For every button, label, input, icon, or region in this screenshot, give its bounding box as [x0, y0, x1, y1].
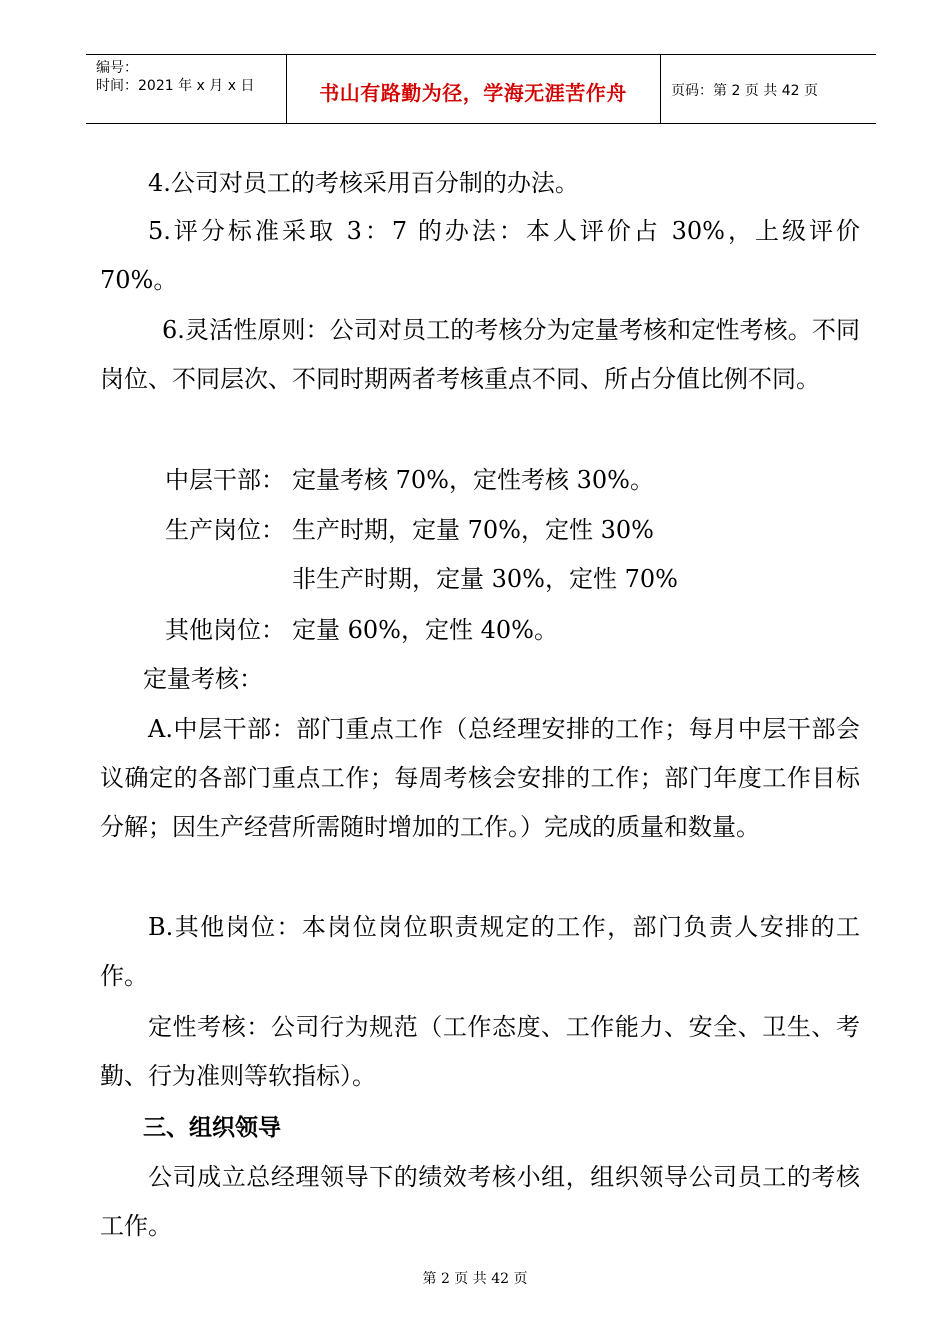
paragraph-b: B.其他岗位：本岗位岗位职责规定的工作，部门负责人安排的工作。 — [100, 913, 860, 990]
page-number-label: 页码：第 2 页 共 42 页 — [671, 83, 818, 99]
other-position-value: 定量 60%，定性 40%。 — [292, 616, 558, 644]
mid-level-label: 中层干部： — [165, 466, 285, 494]
paragraph-6: 6.灵活性原则：公司对员工的考核分为定量考核和定性考核。不同岗位、不同层次、不同时期两者考核重点不同、所占分值比例不同。 — [100, 316, 860, 393]
serial-label: 编号： — [96, 60, 138, 76]
header-page-cell — [661, 55, 876, 123]
page-footer: 第 2 页 共 42 页 — [422, 1271, 528, 1287]
quantitative-title: 定量考核： — [143, 665, 263, 693]
motto-text: 书山有路勤为径，学海无涯苦作舟 — [319, 81, 627, 105]
header-motto-cell — [286, 55, 661, 123]
time-label: 时间：2021 年 x 月 x 日 — [96, 78, 255, 94]
other-position-label: 其他岗位： — [165, 616, 285, 644]
production-value-2: 非生产时期，定量 30%，定性 70% — [292, 565, 678, 593]
paragraph-5: 5.评分标准采取 3：7 的办法：本人评价占 30%，上级评价 70%。 — [100, 217, 860, 294]
production-value-1: 生产时期，定量 70%，定性 30% — [292, 516, 654, 544]
section-3-heading: 三、组织领导 — [143, 1115, 281, 1141]
header-meta-cell — [86, 55, 287, 123]
mid-level-value: 定量考核 70%，定性考核 30%。 — [292, 466, 654, 494]
page-header — [86, 54, 876, 124]
paragraph-organization: 公司成立总经理领导下的绩效考核小组，组织领导公司员工的考核工作。 — [100, 1163, 860, 1240]
paragraph-a: A.中层干部：部门重点工作（总经理安排的工作；每月中层干部会议确定的各部门重点工作；每周考核会安排的工作；部门年度工作目标分解；因生产经营所需随时增加的工作。）完成的质量和数量。 — [100, 715, 860, 841]
paragraph-4: 4.公司对员工的考核采用百分制的办法。 — [148, 169, 579, 197]
paragraph-qualitative: 定性考核：公司行为规范（工作态度、工作能力、安全、卫生、考勤、行为准则等软指标）。 — [100, 1013, 860, 1090]
production-label: 生产岗位： — [165, 516, 285, 544]
